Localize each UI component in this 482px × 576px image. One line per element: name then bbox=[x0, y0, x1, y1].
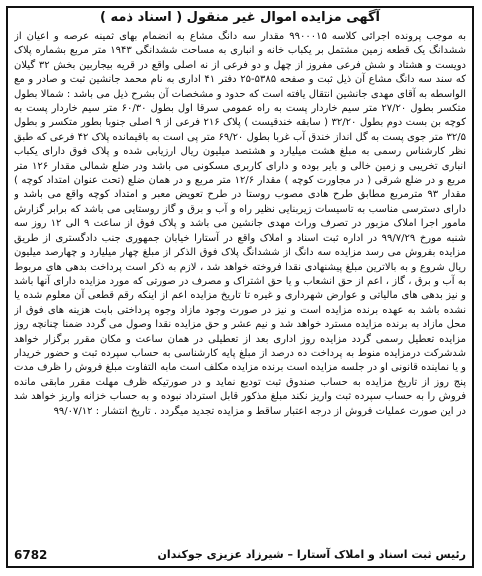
reference-number: 6782 bbox=[14, 548, 48, 562]
notice-title: آگهی مزایده اموال غیر منقول ( اسناد ذمه ) bbox=[99, 10, 380, 25]
notice-footer bbox=[14, 546, 466, 564]
notice-frame bbox=[6, 6, 474, 568]
signature-line: رئیس ثبت اسناد و املاک آستارا – شیرزاد عزیزی جوکندان bbox=[157, 548, 466, 561]
notice-body: به موجب پرونده اجرائی کلاسه ۹۹۰۰۰۱۵ مقدار سه دانگ مشاع به انضمام بهای ثمینه عرصه و اعیان از ششدانگ یک قطعه زمین مشتمل بر یکباب خانه و انباری به مساحت ششدانگی ۱۹۴۳ متر مربع بشماره پلاک دویست و هشتاد و شش فرعی مفروز از چهل و دو فرعی از نه اصلی واقع در قریه بیجاربین بخش ۳۲ گیلان که سند سه دانگ مشاع آن ذیل ثبت و صفحه ۵۳۸۵-۲۵ دفتر ۴۱ اداری به نام محمد جانشین ثبت و صادر و مع الواسطه به آقای مهدی جانشین انتقال یافته است که حدود و مشخصات آن بشرح ذیل می باشد : شمالا بطول متکسر بطول ۲۷/۲۰ متر سیم خاردار پست به راه عمومی سرقا اول بطول ۶۰/۳۰ متر سیم خاردار پست به کوچه بن بست دوم بطول ۳۲/۲۰ ( سابقه خندقیست ) پلاک ۲۱۶ فرعی از ۹ اصلی جنوبا بطور متکسر و بطول ۳۲/۵ متر جوی پست به گل انداز خندق آب غربا بطول ۶۹/۲۰ متر پی است به باقیمانده پلاک ۴۲ فرعی که طبق نظر کارشناس رسمی به مبلغ هشت میلیارد و هشتصد میلیون ریال ارزیابی شده و پلاک فوق دارای یکباب انباری تخریبی و زمین خالی و بایر بوده و دارای کاربری مسکونی می باشد ودر ضلع شمالی مقدار ۱۲۶ متر مربع و در ضلع شرقی ( در مجاورت کوچه ) مقدار ۱۲/۶ متر مربع و در همان ضلع (تحت عنوان امتداد کوچه ) مقدار ۹۳ مترمربع مطابق طرح هادی مصوب روستا در طرح تعویض معبر و امتداد کوچه واقع می باشد و دارای دسترسی مناسب به تاسیسات زیربنایی نظیر راه و آب و برق و گاز روستایی می باشد که برابر گزارش مامور اجرا املاک مزبور در تصرف وراث مهدی جانشین می باشد و پلاک فوق از ساعت ۹ الی ۱۲ روز سه شنبه مورخ ۹۹/۷/۲۹ در اداره ثبت اسناد و املاک واقع در آستارا خیابان جمهوری جنب دادگستری از طریق مزایده بفروش می رسد مزایده سه دانگ از ششدانگ پلاک فوق الذکر از مبلغ چهار میلیارد و چهارصد میلیون ریال شروع و به بالاترین مبلغ پیشنهادی نقدا فروخته خواهد شد ، لازم به ذکر است پرداخت بدهی های مربوط به آب و برق ، گاز ، اعم از حق انشعاب و یا حق اشتراک و مصرف در صورتی که مورد مزایده دارای آنها باشد و نیز بدهی های مالیاتی و عوارض شهرداری و غیره تا تاریخ مزایده اعم از اینکه رقم قطعی آن معلوم شده یا نشده باشد به عهده برنده مزایده است و نیز در صورت وجود مازاد وجوه پرداختی بابت هزینه های فوق از محل مازاد به برنده مزایده مسترد خواهد شد و نیم عشر و حق مزایده نقدا وصول می گردد ضمنا چنانچه روز مزایده تعطیل رسمی گردد مزایده روز اداری بعد از تعطیلی در همان ساعت و مکان مقرر برگزار خواهد شدشرکت درمزایده منوط به پرداخت ده درصد از مبلغ پایه کارشناسی به حساب سپرده ثبت و حضور خریدار و یا نماینده قانونی او در جلسه مزایده است برنده مزایده مکلف است مابه التفاوت مبلغ فروش را ظرف مدت پنج روز از تاریخ مزایده به حساب صندوق ثبت تودیع نماید و در صورتیکه ظرف مهلت مقرر مابقی مانده فروش را به حساب سپرده ثبت واریز نکند مبلغ مذکور قابل استرداد نبوده و به حساب خزانه واریز خواهد شد در این صورت عملیات فروش از درجه اعتبار ساقط و مزایده تجدید میگردد . تاریخ انتشار : ۹۹/۰۷/۱۲ bbox=[14, 31, 466, 417]
